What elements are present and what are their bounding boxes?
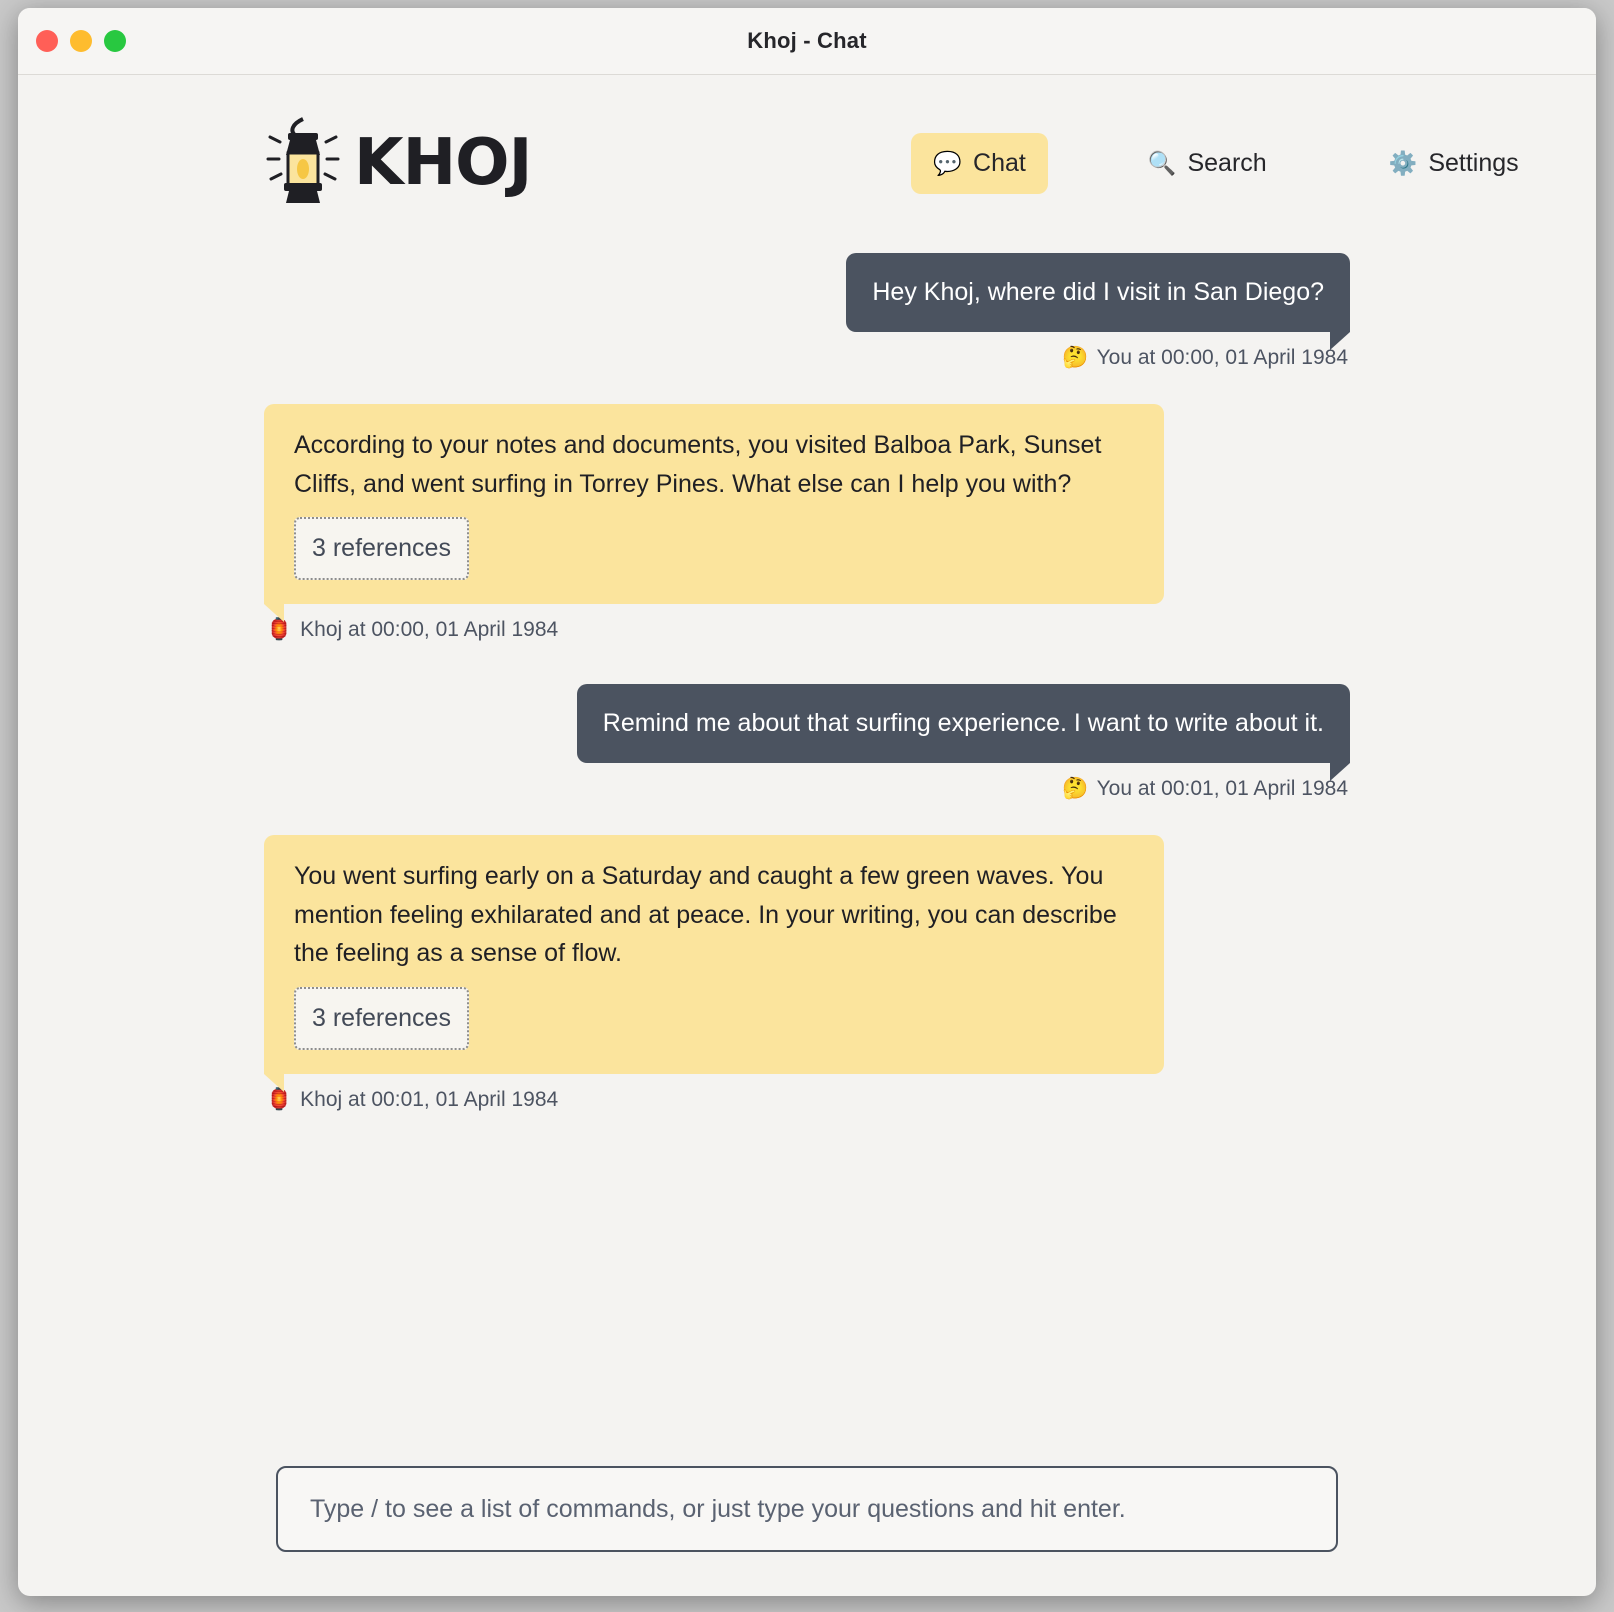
thinking-face-icon: 🤔 bbox=[1062, 776, 1089, 800]
magnifier-icon: 🔍 bbox=[1147, 149, 1177, 176]
minimize-window-button[interactable] bbox=[70, 30, 92, 52]
lantern-avatar-icon: 🏮 bbox=[266, 1087, 293, 1111]
message-spacer bbox=[264, 805, 1350, 835]
message-meta bbox=[1062, 346, 1348, 370]
references-button[interactable]: 3 references bbox=[294, 517, 469, 580]
speech-bubble-icon: 💬 bbox=[933, 149, 963, 176]
chat-message-khoj-1 bbox=[264, 404, 1350, 642]
message-spacer bbox=[264, 646, 1350, 684]
nav-label-chat: Chat bbox=[973, 148, 1026, 177]
message-bubble bbox=[264, 404, 1164, 604]
nav-item-chat[interactable] bbox=[911, 133, 1047, 194]
message-bubble: Remind me about that surfing experience. I want to write about it. bbox=[577, 684, 1350, 763]
main-nav bbox=[911, 133, 1540, 194]
composer bbox=[18, 1466, 1596, 1596]
message-text: According to your notes and documents, you visited Balboa Park, Sunset Cliffs, and went surfing in Torrey Pines. What else can I help you with? bbox=[294, 430, 1102, 498]
chat-message-user-2 bbox=[264, 684, 1350, 801]
message-timestamp: You at 00:01, 01 April 1984 bbox=[1096, 776, 1348, 800]
app-header bbox=[18, 75, 1596, 223]
chat-input[interactable] bbox=[276, 1466, 1338, 1552]
nav-item-settings[interactable] bbox=[1367, 133, 1541, 194]
lantern-avatar-icon: 🏮 bbox=[266, 618, 293, 641]
message-bubble bbox=[264, 835, 1164, 1074]
nav-item-search[interactable] bbox=[1126, 133, 1289, 194]
message-meta bbox=[266, 1088, 558, 1112]
app-content bbox=[18, 75, 1596, 1596]
brand-logo[interactable] bbox=[262, 115, 531, 211]
message-spacer bbox=[264, 374, 1350, 404]
references-button[interactable]: 3 references bbox=[294, 987, 469, 1050]
message-meta bbox=[266, 618, 558, 642]
nav-label-settings: Settings bbox=[1428, 148, 1519, 177]
app-window bbox=[18, 8, 1596, 1596]
message-timestamp: You at 00:00, 01 April 1984 bbox=[1096, 345, 1348, 369]
message-timestamp: Khoj at 00:00, 01 April 1984 bbox=[300, 618, 559, 641]
chat-message-user-1 bbox=[264, 253, 1350, 370]
message-timestamp: Khoj at 00:01, 01 April 1984 bbox=[300, 1087, 559, 1111]
window-controls bbox=[36, 30, 126, 52]
title-bar bbox=[18, 8, 1596, 75]
thinking-face-icon: 🤔 bbox=[1062, 345, 1089, 369]
chat-message-khoj-2 bbox=[264, 835, 1350, 1112]
nav-label-search: Search bbox=[1187, 148, 1267, 177]
lantern-icon bbox=[262, 115, 344, 211]
maximize-window-button[interactable] bbox=[104, 30, 126, 52]
message-meta bbox=[1062, 777, 1348, 801]
window-title: Khoj - Chat bbox=[747, 28, 867, 53]
close-window-button[interactable] bbox=[36, 30, 58, 52]
chat-transcript bbox=[18, 223, 1596, 1466]
gear-icon: ⚙️ bbox=[1388, 149, 1418, 176]
message-bubble: Hey Khoj, where did I visit in San Diego? bbox=[846, 253, 1350, 332]
brand-name: KHOJ bbox=[354, 126, 532, 200]
message-text: You went surfing early on a Saturday and caught a few green waves. You mention feeling exhilarated and at peace. In your writing, you can describe the feeling as a sense of flow. bbox=[294, 861, 1117, 968]
